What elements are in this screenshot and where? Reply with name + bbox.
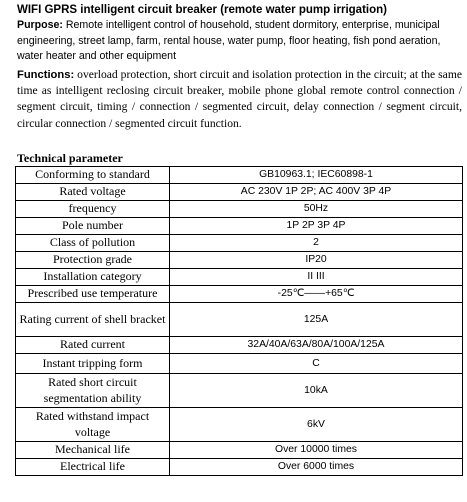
param-value: -25℃——+65℃: [170, 286, 463, 303]
param-name: Conforming to standard: [16, 167, 170, 184]
param-value: 6kV: [170, 408, 463, 442]
param-value: Over 10000 times: [170, 442, 463, 459]
param-value: AC 230V 1P 2P; AC 400V 3P 4P: [170, 184, 463, 201]
param-name: Rated current: [16, 337, 170, 354]
table-row: [16, 408, 463, 442]
purpose-text: Remote intelligent control of household, student dormitory, enterprise, municipal engineering, street lamp, farm, rental house, water pump, floor heating, fish pond aeration, water heater and other equipment: [17, 19, 441, 62]
param-name: Rating current of shell bracket: [16, 303, 170, 337]
param-value: 2: [170, 235, 463, 252]
param-name: Instant tripping form: [16, 354, 170, 374]
table-row: [16, 303, 463, 337]
technical-parameter-heading: Technical parameter: [17, 151, 123, 165]
param-name: frequency: [16, 201, 170, 218]
table-row: [16, 374, 463, 408]
param-name: Class of pollution: [16, 235, 170, 252]
param-value: Over 6000 times: [170, 459, 463, 476]
param-value: IP20: [170, 252, 463, 269]
table-row: [16, 269, 463, 286]
param-name: Installation category: [16, 269, 170, 286]
table-row: [16, 218, 463, 235]
param-name: Pole number: [16, 218, 170, 235]
table-row: [16, 286, 463, 303]
param-value: II III: [170, 269, 463, 286]
table-row: [16, 201, 463, 218]
param-name: Rated withstand impact voltage: [16, 408, 170, 442]
param-value: C: [170, 354, 463, 374]
param-name: Electrical life: [16, 459, 170, 476]
technical-parameter-table: [15, 166, 463, 476]
functions-label: Functions:: [17, 69, 75, 81]
param-value: 1P 2P 3P 4P: [170, 218, 463, 235]
functions-paragraph: [17, 67, 462, 132]
table-row: [16, 459, 463, 476]
param-value: 50Hz: [170, 201, 463, 218]
param-value: 32A/40A/63A/80A/100A/125A: [170, 337, 463, 354]
param-value: 10kA: [170, 374, 463, 408]
param-value: 125A: [170, 303, 463, 337]
param-name: Rated short circuit segmentation ability: [16, 374, 170, 408]
table-row: [16, 337, 463, 354]
param-name: Mechanical life: [16, 442, 170, 459]
param-value: GB10963.1; IEC60898-1: [170, 167, 463, 184]
table-row: [16, 252, 463, 269]
table-row: [16, 442, 463, 459]
table-row: [16, 167, 463, 184]
functions-text: overload protection, short circuit and isolation protection in the circuit; at the same time as intelligent reclosing circuit breaker, mobile phone global remote control connection / segment circuit, timing / connection / segmented circuit, delay connection / segment circuit, circular connection / segmented circuit function.: [17, 68, 462, 130]
param-name: Prescribed use temperature: [16, 286, 170, 303]
document-title: WIFI GPRS intelligent circuit breaker (remote water pump irrigation): [17, 4, 387, 16]
table-row: [16, 184, 463, 201]
purpose-paragraph: [17, 18, 462, 65]
purpose-label: Purpose:: [17, 19, 63, 31]
param-name: Protection grade: [16, 252, 170, 269]
table-row: [16, 354, 463, 374]
param-name: Rated voltage: [16, 184, 170, 201]
table-row: [16, 235, 463, 252]
